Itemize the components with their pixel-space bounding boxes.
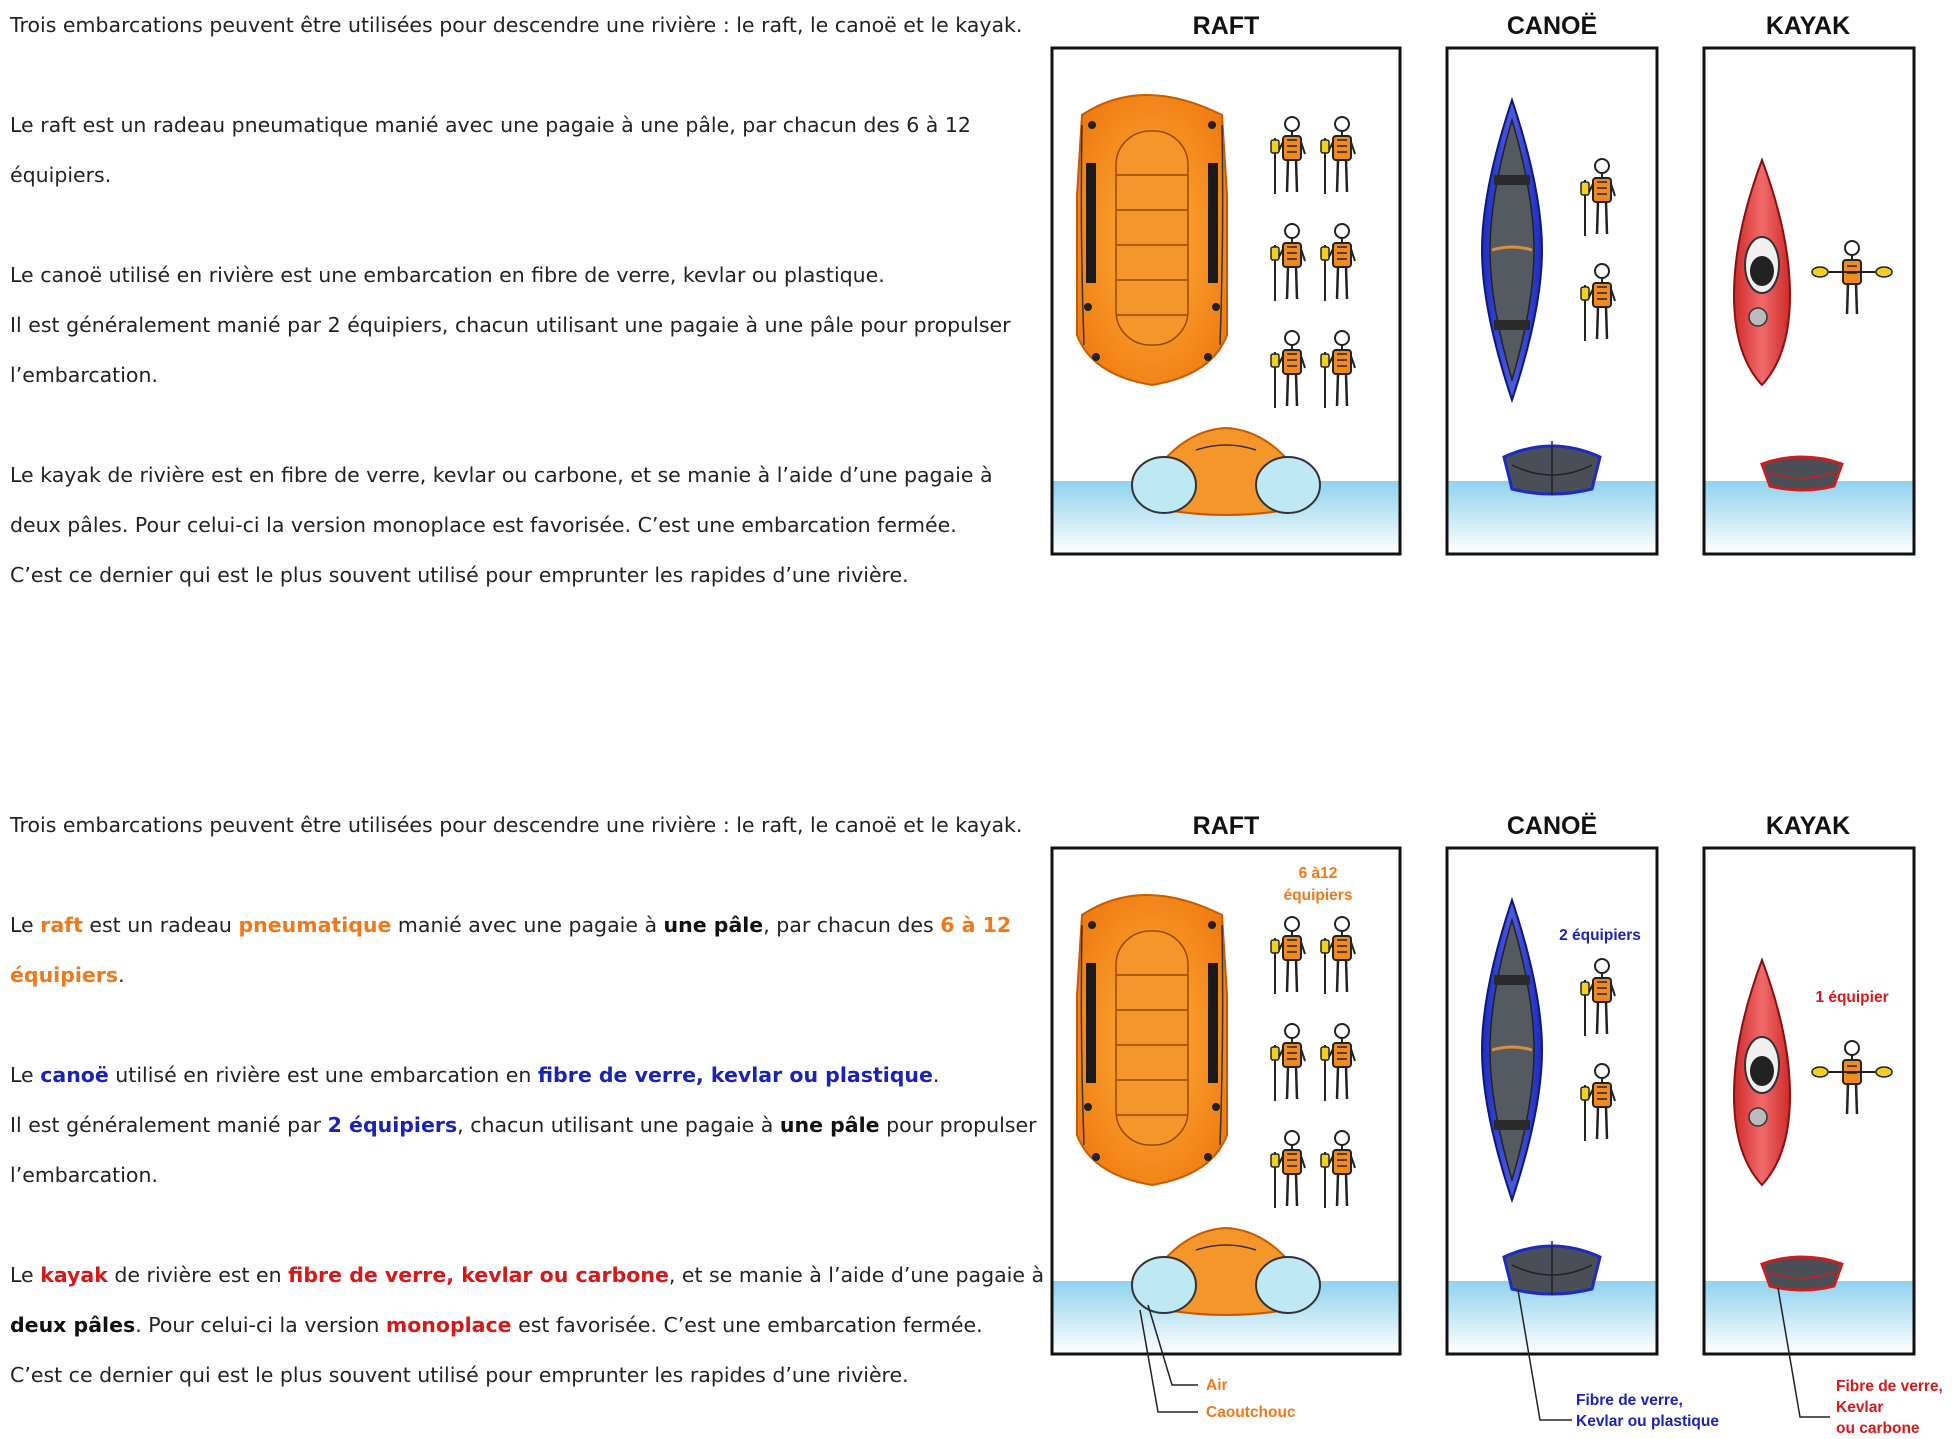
kw-raft: raft [40,913,83,937]
kw-kayak-material: fibre de verre, kevlar ou carbone [288,1263,669,1287]
top-line-8: deux pâles. Pour celui-ci la version monoplace est favorisée. C’est une embarcation fermée. [10,513,957,537]
top-figure [1040,0,1940,570]
kayak-crew-label: 1 équipier [1815,989,1889,1006]
canoe-title-2: CANOË [1506,812,1598,840]
canoe-material-label-2: Kevlar ou plastique [1576,1413,1719,1430]
raft-crew-label-2: équipiers [1283,887,1353,904]
kw-monoplace: monoplace [385,1313,512,1337]
canoe-panel-annotated [1447,848,1719,1430]
raft-top-view [1077,95,1227,385]
kw-deux-pales: deux pâles [10,1313,136,1337]
top-line-4: Le canoë utilisé en rivière est une embarcation en fibre de verre, kevlar ou plastique. [10,263,885,287]
kw-canoe: canoë [40,1063,109,1087]
top-text [10,0,1023,600]
bottom-canoe-line-2: Il est généralement manié par 2 équipiers, chacun utilisant une pagaie à une pâle pour propulser [10,1113,1037,1137]
canoe-front-view [1504,441,1600,495]
bottom-raft-line-2: équipiers. [10,963,125,987]
kw-une-pale: une pâle [663,913,764,937]
top-line-2: Le raft est un radeau pneumatique manié avec une pagaie à une pâle, par chacun des 6 à 12 [10,113,971,137]
caoutchouc-label: Caoutchouc [1206,1404,1296,1421]
air-label: Air [1206,1377,1228,1394]
raft-title-2: RAFT [1192,812,1260,840]
top-line-3: équipiers. [10,163,112,187]
top-line-7: Le kayak de rivière est en fibre de verre, kevlar ou carbone, et se manie à l’aide d’une pagaie à [10,463,993,487]
kayak-material-label-2: Kevlar [1836,1399,1884,1416]
bottom-canoe-line-1: Le canoë utilisé en rivière est une embarcation en fibre de verre, kevlar ou plastique. [10,1063,940,1087]
bottom-raft-line-1: Le raft est un radeau pneumatique manié avec une pagaie à une pâle, par chacun des 6 à 12 [10,913,1012,937]
raft-title: RAFT [1192,12,1260,40]
top-line-5: Il est généralement manié par 2 équipiers, chacun utilisant une pagaie à une pâle pour propulser [10,313,1011,337]
raft-crew-label-1: 6 à12 [1298,865,1338,882]
kw-une-pale-2: une pâle [779,1113,880,1137]
kayak-panel-annotated [1704,848,1943,1437]
kw-2-equipiers: 2 équipiers [327,1113,458,1137]
kayak-title: KAYAK [1765,12,1851,40]
bottom-kayak-line-1: Le kayak de rivière est en fibre de verre, kevlar ou carbone, et se manie à l’aide d’une pagaie à [10,1263,1045,1287]
kayak-title-2: KAYAK [1765,812,1851,840]
bottom-text [10,800,1045,1400]
raft-panel [1052,48,1400,554]
kw-6-a-12: 6 à 12 [940,913,1012,937]
top-line-1: Trois embarcations peuvent être utilisées pour descendre une rivière : le raft, le canoë et le kayak. [10,13,1023,37]
kw-canoe-material: fibre de verre, kevlar ou plastique [537,1063,933,1087]
bottom-canoe-line-3: l’embarcation. [10,1163,158,1187]
top-line-6: l’embarcation. [10,363,158,387]
canoe-title: CANOË [1506,12,1598,40]
kw-pneumatique: pneumatique [238,913,392,937]
kayak-front-view [1762,457,1842,490]
canoe-material-label-1: Fibre de verre, [1576,1392,1683,1409]
kayak-panel [1704,48,1914,554]
bottom-figure [1040,800,1955,1439]
raft-panel-annotated [1052,848,1400,1421]
raft-front-view [1132,428,1320,515]
bottom-line-1: Trois embarcations peuvent être utilisées pour descendre une rivière : le raft, le canoë et le kayak. [10,813,1023,837]
kw-equipiers: équipiers [10,963,119,987]
kayak-top-view [1734,160,1790,385]
top-line-9: C’est ce dernier qui est le plus souvent utilisé pour emprunter les rapides d’une rivière. [10,563,909,587]
bottom-kayak-line-3: C’est ce dernier qui est le plus souvent utilisé pour emprunter les rapides d’une rivière. [10,1363,909,1387]
kayak-material-label-3: ou carbone [1836,1420,1920,1437]
canoe-crew-label: 2 équipiers [1559,927,1641,944]
bottom-kayak-line-2: deux pâles. Pour celui-ci la version monoplace est favorisée. C’est une embarcation fermée. [10,1313,983,1337]
canoe-panel [1447,48,1657,554]
kayak-material-label-1: Fibre de verre, [1836,1378,1943,1395]
canoe-top-view [1482,100,1542,400]
kw-kayak: kayak [40,1263,108,1287]
